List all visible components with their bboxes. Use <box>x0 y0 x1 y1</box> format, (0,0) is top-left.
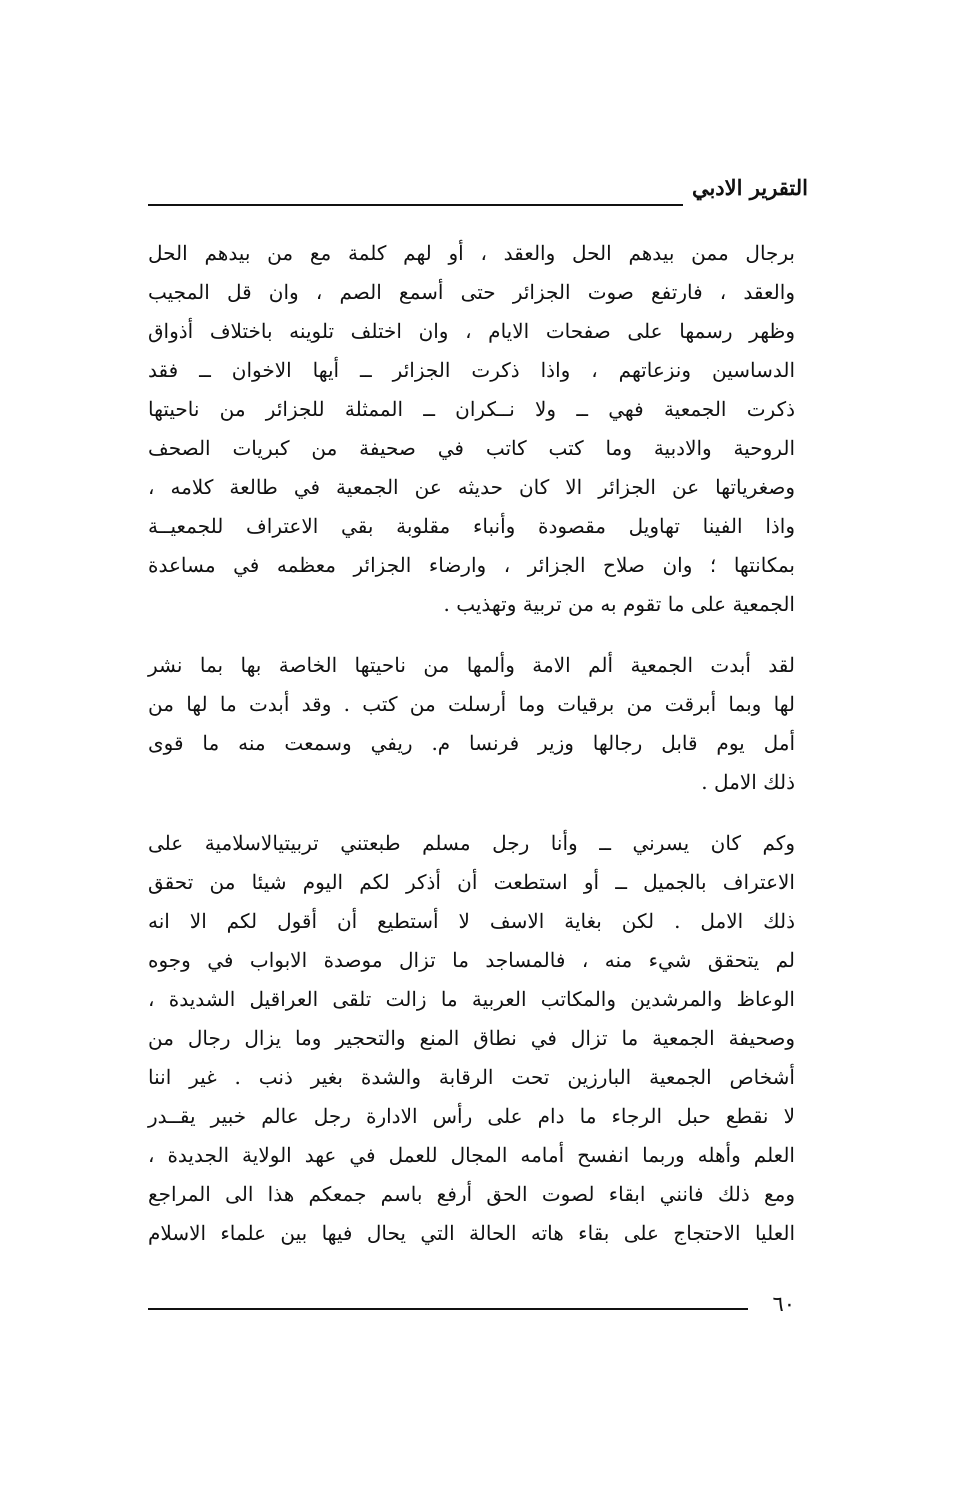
text-line: الاعتراف بالجميل ــ أو استطعت أن أذكر لكم اليوم شيئا من تحقق <box>148 870 795 894</box>
text-line: وظهر رسمها على صفحات الايام ، وان اختلف تلوينه باختلاف أذواق <box>148 319 795 343</box>
footer-rule <box>148 1308 748 1310</box>
text-line: لها وبما أبرقت من برقيات وما أرسلت من كتب . وقد أبدت ما لها من <box>148 692 795 716</box>
text-line: وصحيفة الجمعية ما تزال في نطاق المنع والتحجير وما يزال رجال من <box>148 1026 795 1050</box>
text-line: الروحية والادبية وما كتب كاتب في صحيفة من كبريات الصحف <box>148 436 795 460</box>
text-line: ومع ذلك فانني ابقاء لصوت الحق أرفع باسم جمعكم هذا الى المراجع <box>148 1182 795 1206</box>
text-line: الجمعية على ما تقوم به من تربية وتهذيب . <box>443 592 795 616</box>
text-line: الوعاظ والمرشدين والمكاتب العربية ما زالت تلقى العراقيل الشديدة ، <box>148 987 795 1011</box>
text-line: برجال ممن بيدهم الحل والعقد ، أو لهم كلمة مع من بيدهم الحل <box>148 241 795 265</box>
running-title: التقرير الادبي <box>691 175 808 200</box>
text-line: لم يتحقق شيء منه ، فالمساجد ما تزال موصدة الابواب في وجوه <box>148 948 795 972</box>
text-line: ذلك الامل . لكن بغاية الاسف لا أستطيع أن أقول لكم الا انه <box>148 909 795 933</box>
text-line: بمكانتها ؛ وان صلاح الجزائر ، وارضاء الجزائر معظمه في مساعدة <box>148 553 796 577</box>
page-header <box>148 170 808 210</box>
text-line: لقد أبدت الجمعية ألم الامة وألمها من ناحيتها الخاصة بها بما نشر <box>148 653 795 677</box>
page-footer <box>148 1290 795 1320</box>
text-line: أمل يوم قابل رجالها وزير فرنسا م. ريفي وسمعت منه ما قوى <box>148 731 795 755</box>
text-line: لا نقطع حبل الرجاء ما دام على رأس الادارة رجل عالم خبير يقــدر <box>148 1104 795 1128</box>
text-line: ذكرت الجمعية فهي ــ ولا نــكران ــ الممثلة للجزائر من ناحيتها <box>148 397 795 421</box>
text-line: أشخاص الجمعية البارزين تحت الرقابة والشدة بغير ذنب . غير اننا <box>148 1065 795 1089</box>
text-line: والعقد ، فارتفع صوت الجزائر حتى أسمع الصم ، وان قل المجيب <box>148 280 795 304</box>
text-line: وصغرياتها عن الجزائر الا كان حديثه عن الجمعية في طالعة كلامه ، <box>148 475 795 499</box>
text-line: الدساسين ونزعاتهم ، واذا ذكرت الجزائر ــ أيها الاخوان ــ فقد <box>148 358 795 382</box>
paragraph-2 <box>148 646 795 802</box>
text-line: وكم كان يسرني ــ وأنا رجل مسلم طبعتني تربيتيالاسلامية على <box>148 831 795 855</box>
header-rule <box>148 204 683 206</box>
text-line: العليا الاحتجاج على بقاء هاته الحالة التي يحال فيها بين علماء الاسلام <box>148 1221 795 1245</box>
page-number: ٦٠ <box>772 1292 795 1316</box>
text-line: ذلك الامل . <box>701 770 795 794</box>
text-line: واذا الفينا تهاويل مقصودة وأنباء مقلوبة بقي الاعتراف للجمعيــة <box>148 514 795 538</box>
text-line: العلم وأهله وربما انفسح أمامه المجال للعمل في عهد الولاية الجديدة ، <box>148 1143 795 1167</box>
paragraph-3 <box>148 824 795 1253</box>
paragraph-1 <box>148 234 795 624</box>
body-text <box>148 234 795 1253</box>
